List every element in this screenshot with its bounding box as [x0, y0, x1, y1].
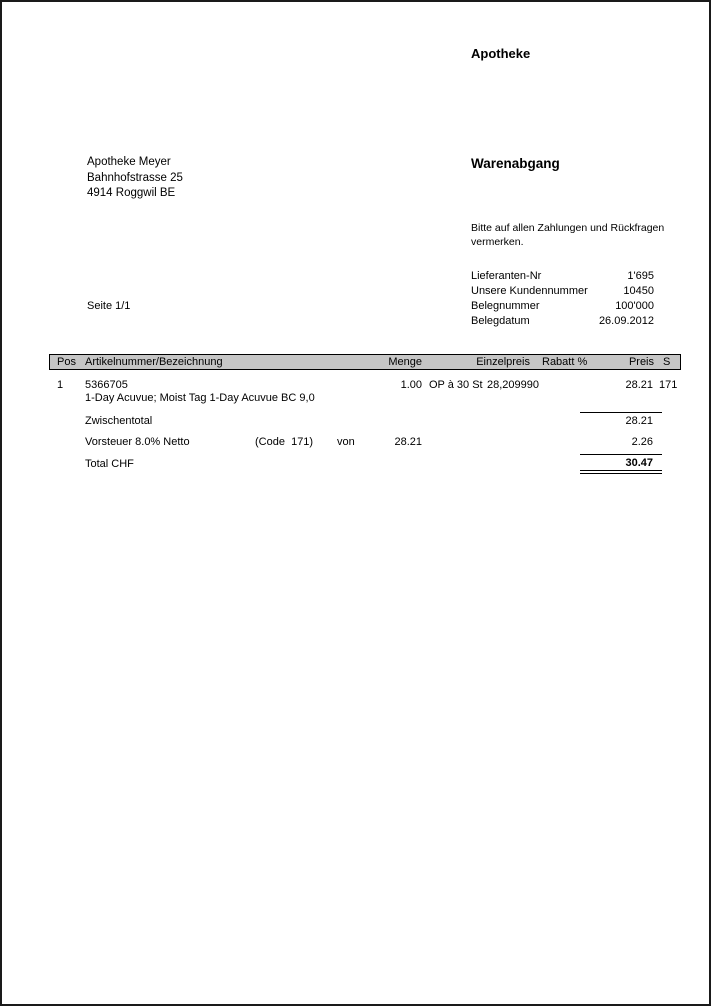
- info-row-lieferanten-nr: [471, 270, 654, 285]
- total-label: Total CHF: [85, 458, 134, 470]
- col-header-qty: Menge: [388, 356, 422, 368]
- row-s-code: 171: [659, 379, 678, 391]
- info-row-belegnummer: [471, 300, 654, 315]
- row-unit-price: 28,209990: [487, 379, 539, 391]
- payment-note: [471, 221, 664, 249]
- vat-label: Vorsteuer 8.0% Netto: [85, 436, 190, 448]
- row-pos: 1: [57, 379, 64, 391]
- subtotal-label: Zwischentotal: [85, 415, 153, 427]
- col-header-discount: Rabatt %: [542, 356, 588, 368]
- info-value: 26.09.2012: [598, 315, 654, 327]
- col-header-pos: Pos: [57, 356, 76, 368]
- total-value: 30.47: [625, 457, 653, 469]
- subtotal-value: 28.21: [625, 415, 653, 427]
- info-value: 1'695: [627, 270, 654, 282]
- document-title: Warenabgang: [471, 156, 560, 171]
- info-value: 10450: [623, 285, 654, 297]
- col-header-s: S: [663, 356, 671, 368]
- row-unit: OP à 30 St: [429, 379, 483, 391]
- total-rule: [580, 454, 662, 455]
- vat-code: (Code 171): [255, 436, 314, 448]
- info-row-kundennummer: [471, 285, 654, 300]
- col-header-price: Preis: [628, 356, 654, 368]
- sender-city: 4914 Roggwil BE: [87, 187, 176, 199]
- payment-note-line1: Bitte auf allen Zahlungen und Rückfragen: [471, 222, 665, 234]
- info-row-belegdatum: [471, 315, 654, 330]
- vat-value: 2.26: [631, 436, 653, 448]
- sender-street: Bahnhofstrasse 25: [87, 171, 183, 184]
- col-header-article: Artikelnummer/Bezeichnung: [85, 356, 223, 368]
- brand-title: Apotheke: [471, 46, 531, 61]
- total-double-underline: [580, 470, 662, 474]
- info-label: Belegdatum: [471, 315, 530, 327]
- info-value: 100'000: [615, 300, 654, 312]
- vat-base: 28.21: [394, 436, 422, 448]
- info-label: Belegnummer: [471, 300, 540, 312]
- info-label: Lieferanten-Nr: [471, 270, 542, 282]
- reference-info: [471, 270, 654, 330]
- row-description: 1-Day Acuvue; Moist Tag 1-Day Acuvue BC 9,0: [85, 392, 315, 404]
- payment-note-line2: vermerken.: [471, 236, 524, 248]
- vat-connector: von: [337, 436, 355, 448]
- row-price: 28.21: [625, 379, 653, 391]
- col-header-unit-price: Einzelpreis: [476, 356, 530, 368]
- row-qty: 1.00: [400, 379, 422, 391]
- row-article-no: 5366705: [85, 379, 128, 391]
- subtotal-rule: [580, 412, 662, 413]
- sender-address: [87, 155, 183, 202]
- page-number: Seite 1/1: [87, 300, 131, 312]
- info-label: Unsere Kundennummer: [471, 285, 588, 297]
- sender-name: Apotheke Meyer: [87, 156, 171, 168]
